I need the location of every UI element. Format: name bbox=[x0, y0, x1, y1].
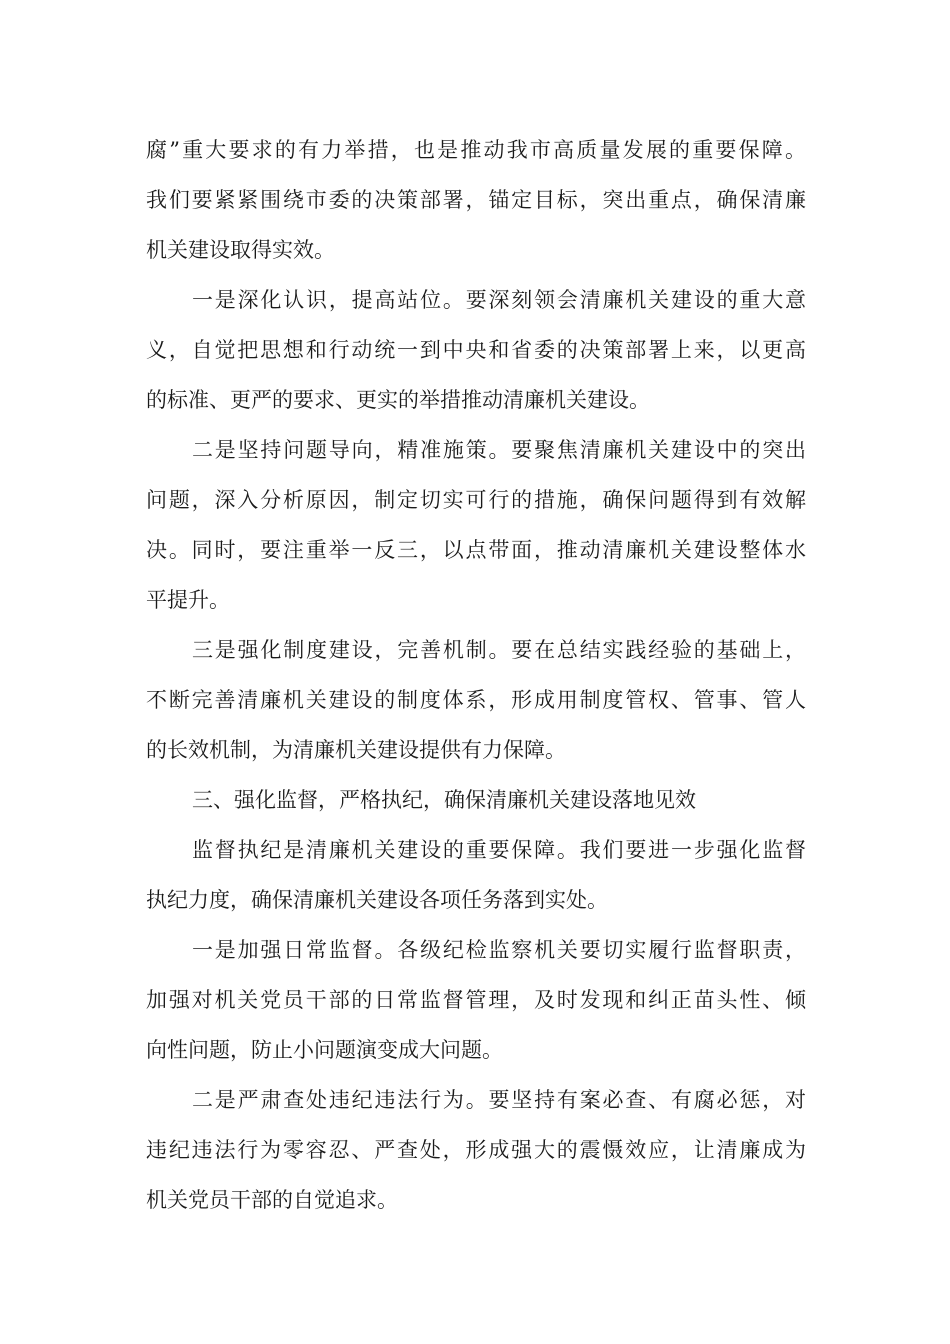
paragraph-first-line: 二是严肃查处违纪违法行为。要坚持有案必查、有腐必惩，对 bbox=[192, 1088, 806, 1112]
text-line: 问题，深入分析原因，制定切实可行的措施，确保问题得到有效解 bbox=[146, 488, 806, 512]
text-line: 的标准、更严的要求、更实的举措推动清廉机关建设。 bbox=[146, 388, 650, 412]
text-line: 执纪力度，确保清廉机关建设各项任务落到实处。 bbox=[146, 888, 608, 912]
section-heading: 三、强化监督，严格执纪，确保清廉机关建设落地见效 bbox=[192, 788, 696, 812]
text-line: 平提升。 bbox=[146, 588, 230, 612]
text-line: 义，自觉把思想和行动统一到中央和省委的决策部署上来，以更高 bbox=[146, 338, 806, 362]
text-line: 不断完善清廉机关建设的制度体系，形成用制度管权、管事、管人 bbox=[146, 688, 806, 712]
text-line: 我们要紧紧围绕市委的决策部署，锚定目标，突出重点，确保清廉 bbox=[146, 188, 806, 212]
text-line: 决。同时，要注重举一反三，以点带面，推动清廉机关建设整体水 bbox=[146, 538, 806, 562]
text-line: 腐”重大要求的有力举措，也是推动我市高质量发展的重要保障。 bbox=[146, 138, 806, 162]
paragraph-first-line: 监督执纪是清廉机关建设的重要保障。我们要进一步强化监督 bbox=[192, 838, 806, 862]
text-line: 加强对机关党员干部的日常监督管理，及时发现和纠正苗头性、倾 bbox=[146, 988, 806, 1012]
text-line: 向性问题，防止小问题演变成大问题。 bbox=[146, 1038, 503, 1062]
text-line: 机关建设取得实效。 bbox=[146, 238, 335, 262]
paragraph-first-line: 一是加强日常监督。各级纪检监察机关要切实履行监督职责， bbox=[192, 938, 806, 962]
paragraph-first-line: 三是强化制度建设，完善机制。要在总结实践经验的基础上， bbox=[192, 638, 806, 662]
paragraph-first-line: 二是坚持问题导向，精准施策。要聚焦清廉机关建设中的突出 bbox=[192, 438, 806, 462]
text-line: 的长效机制，为清廉机关建设提供有力保障。 bbox=[146, 738, 566, 762]
text-line: 违纪违法行为零容忍、严查处，形成强大的震慑效应，让清廉成为 bbox=[146, 1138, 806, 1162]
paragraph-first-line: 一是深化认识，提高站位。要深刻领会清廉机关建设的重大意 bbox=[192, 288, 806, 312]
text-line: 机关党员干部的自觉追求。 bbox=[146, 1188, 398, 1212]
